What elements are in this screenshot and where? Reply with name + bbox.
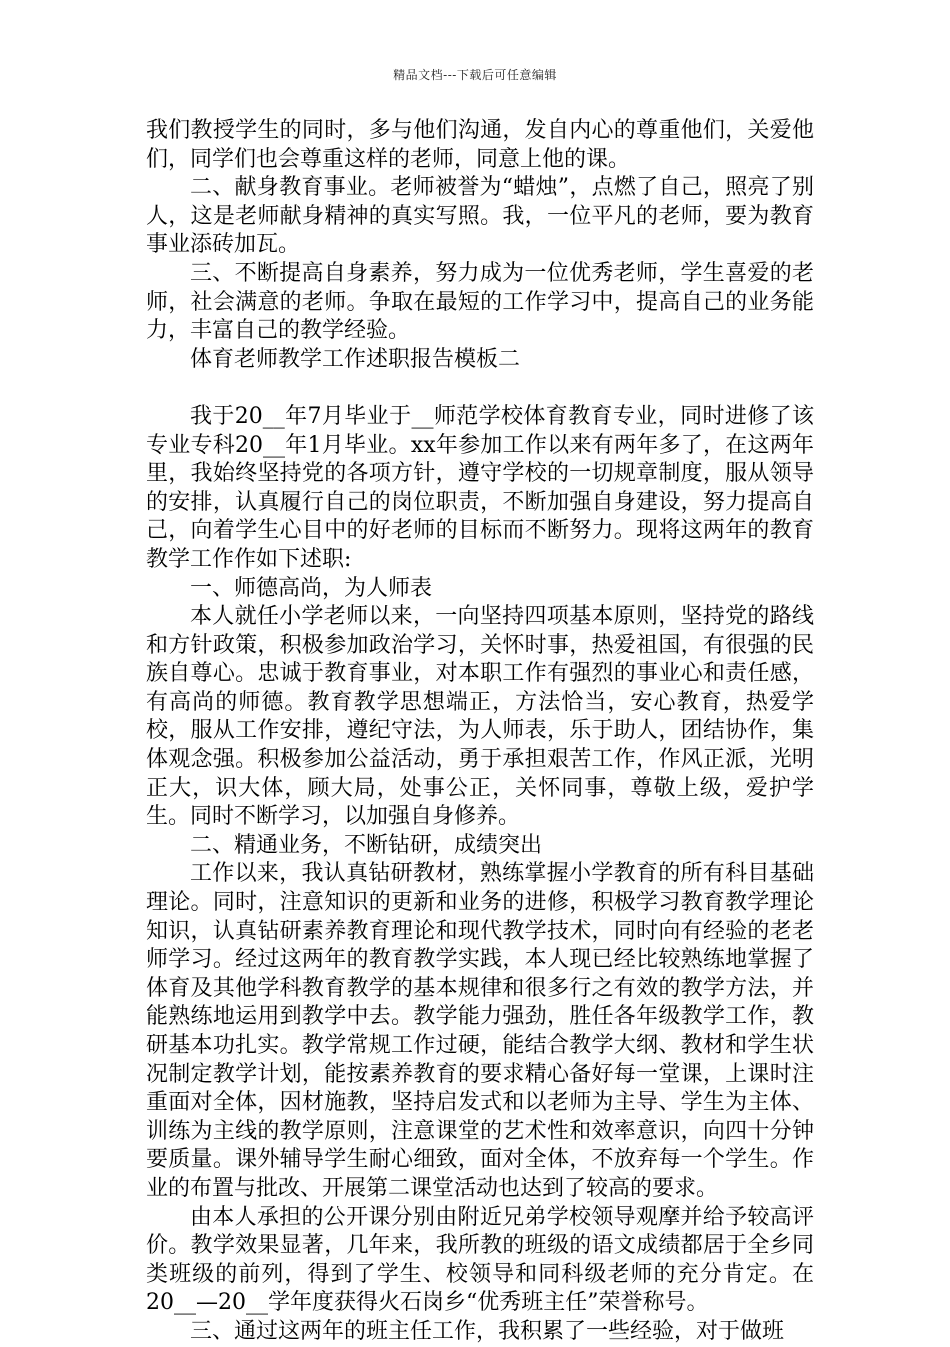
heading-expertise: 二、精通业务，不断钻研，成绩突出 [190,832,543,858]
paragraph-devotion: 二、献身教育事业。老师被誉为“蜡烛”，点燃了自己，照亮了别人，这是老师献身精神的真实写照。我，一位平凡的老师，要为教育事业添砖加瓦。 [146,175,814,258]
document-body [146,117,814,1347]
blank-line [146,374,814,403]
section-title: 体育老师教学工作述职报告模板二 [190,346,521,372]
heading-ethics: 一、师德高尚，为人师表 [190,575,433,601]
paragraph-ethics: 本人就任小学老师以来，一向坚持四项基本原则，坚持党的路线和方针政策，积极参加政治学习，关怀时事，热爱祖国，有很强的民族自尊心。忠诚于教育事业，对本职工作有强烈的事业心和责任感，有高尚的师德。教育教学思想端正，方法恰当，安心教育，热爱学校，服从工作安排，遵纪守法，为人师表，乐于助人，团结协作，集体观念强。积极参加公益活动，勇于承担艰苦工作，作风正派，光明正大，识大体，顾大局，处事公正，关怀同事，尊敬上级，爱护学生。同时不断学习，以加强自身修养。 [146,604,814,830]
heading-class-teacher: 三、通过这两年的班主任工作，我积累了一些经验，对于做班 [190,1318,785,1344]
paragraph-continuation: 我们教授学生的同时，多与他们沟通，发自内心的尊重他们，关爱他们，同学们也会尊重这样的老师，同意上他的课。 [146,118,814,172]
paragraph-public-lessons: 由本人承担的公开课分别由附近兄弟学校领导观摩并给予较高评价。教学效果显著，几年来，我所教的班级的语文成绩都居于全乡同类班级的前列，得到了学生、校领导和同科级老师的充分肯定。在20__—20__学年度获得火石岗乡“优秀班主任”荣誉称号。 [146,1204,814,1316]
paragraph-self-improvement: 三、不断提高自身素养，努力成为一位优秀老师，学生喜爱的老师，社会满意的老师。争取在最短的工作学习中，提高自己的业务能力，丰富自己的教学经验。 [146,260,814,344]
paragraph-expertise: 工作以来，我认真钻研教材，熟练掌握小学教育的所有科目基础理论。同时，注意知识的更新和业务的进修，积极学习教育教学理论知识，认真钻研素养教育理论和现代教学技术，同时向有经验的老老师学习。经过这两年的教育教学实践，本人现已经比较熟练地掌握了体育及其他学科教育教学的基本规律和很多行之有效的教学方法，并能熟练地运用到教学中去。教学能力强劲，胜任各年级教学工作，教研基本功扎实。教学常规工作过硬，能结合教学大纲、教材和学生状况制定教学计划，能按素养教育的要求精心备好每一堂课，上课时注重面对全体，因材施教，坚持启发式和以老师为主导、学生为主体、训练为主线的教学原则，注意课堂的艺术性和效率意识，向四十分钟要质量。课外辅导学生耐心细致，面对全体，不放弃每一个学生。作业的布置与批改、开展第二课堂活动也达到了较高的要求。 [146,861,814,1201]
page-header: 精品文档---下载后可任意编辑 [393,68,557,82]
paragraph-intro: 我于20__年7月毕业于__师范学校体育教育专业，同时进修了该专业专科20__年1月毕业。xx年参加工作以来有两年多了，在这两年里，我始终坚持党的各项方针，遵守学校的一切规章制度，服从领导的安排，认真履行自己的岗位职责，不断加强自身建设，努力提高自己，向着学生心目中的好老师的目标而不断努力。现将这两年的教育教学工作作如下述职: [146,403,814,572]
